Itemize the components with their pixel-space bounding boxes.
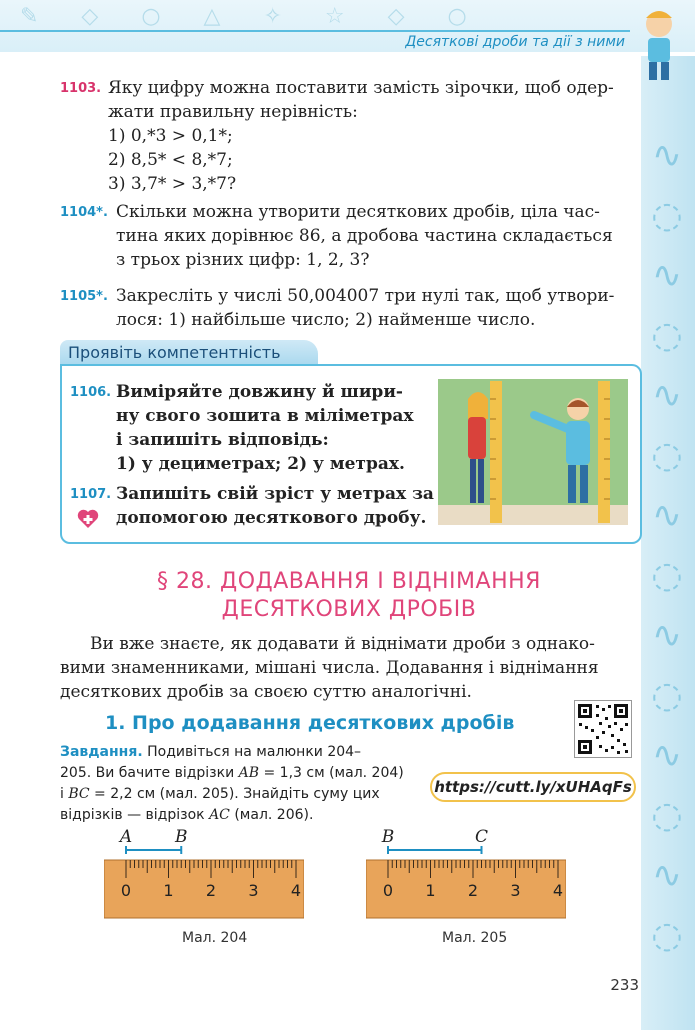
tick-label: 1 xyxy=(425,881,436,900)
task-line: з трьох різних цифр: 1, 2, 3? xyxy=(116,250,370,270)
task-label: Завдання. xyxy=(60,744,143,760)
instruction-line xyxy=(60,805,420,826)
tick-label: 3 xyxy=(248,881,259,900)
paragraph-line: вими знаменниками, мішані числа. Додавання і віднімання xyxy=(60,658,599,678)
task-line: Виміряйте довжину й шири- xyxy=(116,382,403,402)
page-number: 233 xyxy=(610,976,639,994)
ruler-figure-205 xyxy=(366,826,566,946)
task-number: 1106. xyxy=(70,385,112,400)
resource-link[interactable]: https://cutt.ly/xUHAqFs xyxy=(430,772,636,802)
task-line: 1) у дециметрах; 2) у метрах. xyxy=(116,454,405,474)
point-label: B xyxy=(381,827,395,847)
figure-caption: Мал. 205 xyxy=(442,930,508,946)
task-line: Запишіть свій зріст у метрах за xyxy=(116,484,434,504)
task-line: тина яких дорівнює 86, а дробова частина складається xyxy=(116,226,613,246)
task-number: 1103. xyxy=(60,81,102,96)
section-title-line: ДЕСЯТКОВИХ ДРОБІВ xyxy=(221,597,477,622)
health-heart-icon xyxy=(76,508,100,530)
instruction-text: відрізків — відрізок xyxy=(60,807,210,823)
paragraph-line: десяткових дробів за своєю суттю аналогічні. xyxy=(60,682,472,702)
competence-tab: Проявіть компетентність xyxy=(60,340,318,366)
instruction-text: = 1,3 см (мал. 204) xyxy=(259,765,404,781)
task-line: Скільки можна утворити десяткових дробів, ціла час- xyxy=(116,202,600,222)
task-line: 2) 8,5* < 8,*7; xyxy=(108,150,233,170)
instruction-text: = 2,2 см (мал. 205). Знайдіть суму цих xyxy=(89,786,380,802)
section-title-line: § 28. ДОДАВАННЯ І ВІДНІМАННЯ xyxy=(157,569,541,594)
instruction-text: 205. Ви бачите відрізки xyxy=(60,765,239,781)
task-line: Закресліть у числі 50,004007 три нулі так, щоб утвори- xyxy=(116,286,615,306)
tick-label: 4 xyxy=(290,881,302,900)
task-line: Яку цифру можна поставити замість зірочки, щоб одер- xyxy=(108,78,614,98)
segment-name: BC xyxy=(68,786,90,802)
task-line: 3) 3,7* > 3,*7? xyxy=(108,174,237,194)
tick-label: 4 xyxy=(552,881,564,900)
intro-paragraph xyxy=(60,632,640,704)
mascot-boy-illustration xyxy=(633,4,685,84)
task-line: і запишіть відповідь: xyxy=(116,430,329,450)
point-label: B xyxy=(175,827,188,847)
tick-label: 2 xyxy=(205,881,217,900)
task-instructions xyxy=(60,742,420,826)
task-number: 1105*. xyxy=(60,289,108,304)
task-line: ну свого зошита в міліметрах xyxy=(116,406,414,426)
tick-label: 0 xyxy=(382,881,394,900)
task-line: 1) 0,*3 > 0,1*; xyxy=(108,126,233,146)
side-decorative-glyphs: ∿ ◌ ∿ ◌ ∿ ◌ ∿ ◌ ∿ ◌ ∿ ◌ ∿ ◌ xyxy=(651,135,683,956)
section-title xyxy=(60,568,638,624)
ruler-body xyxy=(366,860,566,918)
decorative-doodles: ✎ ◇ ○ △ ✧ ☆ ◇ ○ xyxy=(20,4,485,29)
qr-code xyxy=(574,700,632,758)
tick-label: 2 xyxy=(467,881,479,900)
instruction-text: і xyxy=(60,786,69,802)
task-number: 1107. xyxy=(70,487,112,502)
tick-label: 1 xyxy=(163,881,174,900)
ruler-body xyxy=(104,860,304,918)
point-label: C xyxy=(474,827,489,847)
tick-label: 0 xyxy=(120,881,132,900)
task-line: лося: 1) найбільше число; 2) найменше число. xyxy=(116,310,536,330)
instruction-text: (мал. 206). xyxy=(229,807,314,823)
task-line: жати правильну нерівність: xyxy=(108,102,358,122)
ruler-figure-204 xyxy=(104,826,304,946)
subsection-title: 1. Про додавання десяткових дробів xyxy=(105,712,515,734)
paragraph-line: Ви вже знаєте, як додавати й віднімати дроби з однако- xyxy=(90,634,595,654)
task-line: допомогою десяткового дробу. xyxy=(116,508,427,528)
instruction-text: Подивіться на малюнки 204– xyxy=(147,744,362,760)
task-number: 1104*. xyxy=(60,205,108,220)
ruler-205 xyxy=(366,826,566,926)
segment-name: AB xyxy=(238,765,260,781)
instruction-line xyxy=(60,742,420,763)
instruction-line xyxy=(60,763,420,784)
running-header-title: Десяткові дроби та дії з ними xyxy=(405,34,625,50)
figure-caption: Мал. 204 xyxy=(182,930,248,946)
segment-name: AC xyxy=(209,807,230,823)
instruction-line xyxy=(60,784,420,805)
tick-label: 3 xyxy=(510,881,521,900)
point-label: A xyxy=(119,827,133,847)
side-decoration-strip xyxy=(641,56,695,1030)
measuring-height-illustration xyxy=(438,379,628,525)
ruler-204 xyxy=(104,826,304,926)
